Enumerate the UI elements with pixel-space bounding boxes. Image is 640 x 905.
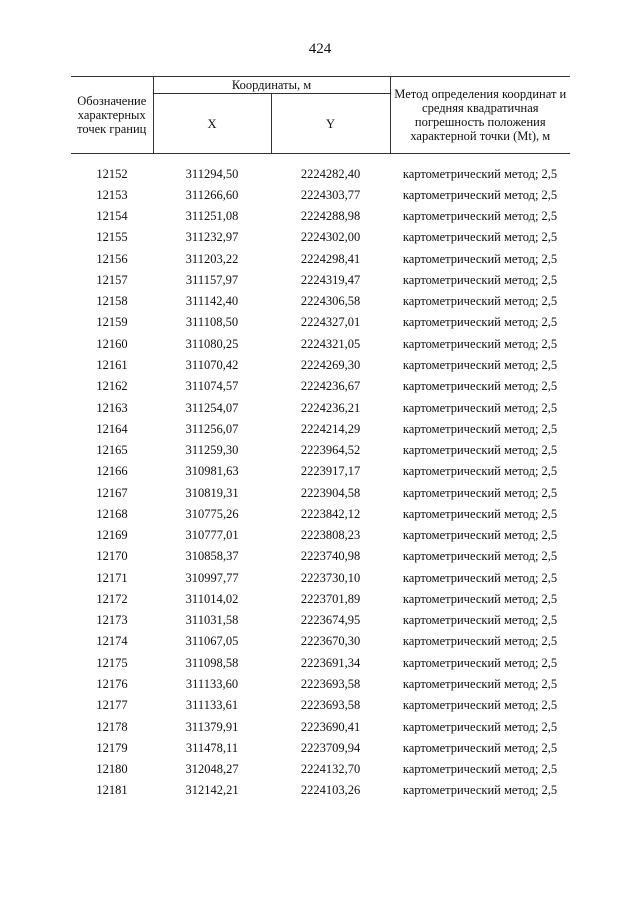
cell-y: 2223693,58 — [300, 698, 361, 713]
cell-y: 2223917,17 — [300, 464, 361, 479]
cell-y: 2224288,98 — [300, 209, 361, 224]
table-row — [71, 333, 570, 354]
cell-point: 12172 — [96, 591, 128, 606]
cell-x: 311266,60 — [185, 187, 239, 202]
table-row — [71, 716, 570, 737]
cell-method: картометрический метод; 2,5 — [402, 570, 558, 585]
cell-x: 311232,97 — [185, 230, 239, 245]
header-point-designation: Обозначение характерных точек границ — [71, 77, 153, 154]
header-x: X — [153, 94, 271, 154]
cell-method: картометрический метод; 2,5 — [402, 464, 558, 479]
cell-x: 311098,58 — [185, 655, 239, 670]
cell-method: картометрический метод; 2,5 — [402, 230, 558, 245]
cell-x: 311031,58 — [185, 613, 239, 628]
cell-method: картометрический метод; 2,5 — [402, 740, 558, 755]
table-body — [71, 154, 570, 801]
cell-x: 310775,26 — [185, 506, 239, 521]
cell-x: 311254,07 — [185, 400, 239, 415]
cell-point: 12163 — [96, 400, 128, 415]
cell-y: 2223691,34 — [300, 655, 361, 670]
cell-method: картометрический метод; 2,5 — [402, 783, 558, 798]
header-spacer — [71, 154, 570, 164]
table-row — [71, 291, 570, 312]
table-row — [71, 418, 570, 439]
cell-x: 311133,60 — [185, 677, 239, 691]
cell-method: картометрический метод; 2,5 — [402, 379, 558, 394]
table-row — [71, 439, 570, 460]
cell-point: 12177 — [96, 698, 128, 713]
cell-point: 12152 — [96, 166, 128, 181]
cell-method: картометрический метод; 2,5 — [402, 187, 558, 202]
cell-x: 311074,57 — [185, 379, 239, 394]
cell-method: картометрический метод; 2,5 — [402, 698, 558, 713]
cell-y: 2224327,01 — [300, 315, 361, 330]
cell-y: 2223670,30 — [300, 634, 361, 649]
coordinates-table — [71, 76, 570, 801]
cell-point: 12160 — [96, 336, 128, 351]
cell-point: 12161 — [96, 358, 128, 373]
cell-x: 311108,50 — [185, 315, 239, 330]
cell-x: 311259,30 — [185, 443, 239, 458]
cell-y: 2223709,94 — [300, 740, 361, 755]
cell-y: 2224214,29 — [300, 421, 361, 436]
header-method: Метод определения координат и средняя квадратичная погрешность положения характерной точки (Mt), м — [390, 77, 570, 154]
cell-point: 12171 — [96, 570, 128, 585]
cell-x: 311142,40 — [185, 294, 239, 309]
cell-point: 12181 — [96, 783, 128, 798]
cell-x: 311070,42 — [185, 358, 239, 373]
cell-point: 12175 — [96, 655, 128, 670]
cell-point: 12159 — [96, 315, 128, 330]
table-header — [71, 77, 570, 154]
header-y: Y — [271, 94, 390, 154]
cell-method: картометрический метод; 2,5 — [402, 315, 558, 330]
table-row — [71, 673, 570, 694]
cell-point: 12162 — [96, 379, 128, 394]
table-row — [71, 397, 570, 418]
cell-method: картометрический метод; 2,5 — [402, 677, 558, 691]
cell-y: 2223674,95 — [300, 613, 361, 628]
cell-x: 311067,05 — [185, 634, 239, 649]
cell-point: 12178 — [96, 719, 128, 734]
cell-method: картометрический метод; 2,5 — [402, 549, 558, 564]
table-row — [71, 269, 570, 290]
cell-x: 311203,22 — [185, 251, 239, 266]
cell-method: картометрический метод; 2,5 — [402, 421, 558, 436]
table-row — [71, 652, 570, 673]
cell-y: 2224319,47 — [300, 272, 361, 287]
cell-y: 2224302,00 — [300, 230, 361, 245]
cell-point: 12173 — [96, 613, 128, 628]
cell-method: картометрический метод; 2,5 — [402, 166, 558, 181]
table-row — [71, 631, 570, 652]
page-number: 424 — [308, 41, 332, 57]
table-row — [71, 546, 570, 567]
cell-point: 12156 — [96, 251, 128, 266]
cell-y: 2223730,10 — [300, 570, 361, 585]
cell-x: 311133,61 — [185, 698, 239, 713]
cell-y: 2224269,30 — [300, 358, 361, 373]
table-row — [71, 461, 570, 482]
table-row — [71, 758, 570, 779]
table-row — [71, 376, 570, 397]
cell-y: 2224236,21 — [300, 400, 361, 415]
cell-point: 12157 — [96, 272, 128, 287]
cell-method: картометрический метод; 2,5 — [402, 336, 558, 351]
cell-x: 311294,50 — [185, 166, 239, 181]
cell-method: картометрический метод; 2,5 — [402, 591, 558, 606]
header-coordinates: Координаты, м — [153, 77, 390, 94]
cell-point: 12176 — [96, 677, 128, 691]
cell-y: 2223904,58 — [300, 485, 361, 500]
cell-method: картометрический метод; 2,5 — [402, 294, 558, 309]
table-row — [71, 525, 570, 546]
cell-point: 12180 — [96, 762, 128, 777]
cell-method: картометрический метод; 2,5 — [402, 272, 558, 287]
cell-method: картометрический метод; 2,5 — [402, 506, 558, 521]
cell-x: 311014,02 — [185, 591, 239, 606]
cell-x: 311379,91 — [185, 719, 239, 734]
cell-method: картометрический метод; 2,5 — [402, 485, 558, 500]
table-row — [71, 227, 570, 248]
table-row — [71, 312, 570, 333]
cell-x: 311157,97 — [185, 272, 239, 287]
cell-point: 12168 — [96, 506, 128, 521]
table-row — [71, 184, 570, 205]
cell-y: 2223693,58 — [300, 677, 361, 691]
cell-y: 2224282,40 — [300, 166, 361, 181]
cell-x: 311251,08 — [185, 209, 239, 224]
cell-method: картометрический метод; 2,5 — [402, 251, 558, 266]
cell-method: картометрический метод; 2,5 — [402, 400, 558, 415]
table-row — [71, 248, 570, 269]
cell-method: картометрический метод; 2,5 — [402, 613, 558, 628]
table-row — [71, 206, 570, 227]
cell-y: 2224103,26 — [300, 783, 361, 798]
cell-y: 2223964,52 — [300, 443, 361, 458]
cell-x: 311256,07 — [185, 421, 239, 436]
cell-y: 2223808,23 — [300, 528, 361, 543]
cell-y: 2223740,98 — [300, 549, 361, 564]
cell-method: картометрический метод; 2,5 — [402, 655, 558, 670]
cell-x: 311478,11 — [185, 740, 239, 755]
cell-y: 2224298,41 — [300, 251, 361, 266]
table-row — [71, 163, 570, 184]
cell-x: 311080,25 — [185, 336, 239, 351]
cell-y: 2223690,41 — [300, 719, 361, 734]
cell-method: картометрический метод; 2,5 — [402, 634, 558, 649]
cell-method: картометрический метод; 2,5 — [402, 358, 558, 373]
cell-point: 12170 — [96, 549, 128, 564]
cell-method: картометрический метод; 2,5 — [402, 719, 558, 734]
table-row — [71, 695, 570, 716]
cell-x: 310981,63 — [185, 464, 239, 479]
cell-x: 310858,37 — [185, 549, 239, 564]
table-row — [71, 737, 570, 758]
cell-x: 312142,21 — [185, 783, 239, 798]
cell-x: 312048,27 — [185, 762, 239, 777]
cell-point: 12169 — [96, 528, 128, 543]
cell-point: 12155 — [96, 230, 128, 245]
cell-method: картометрический метод; 2,5 — [402, 762, 558, 777]
table-row — [71, 588, 570, 609]
cell-y: 2223842,12 — [300, 506, 361, 521]
cell-method: картометрический метод; 2,5 — [402, 443, 558, 458]
cell-point: 12164 — [96, 421, 128, 436]
table-row — [71, 503, 570, 524]
cell-y: 2224236,67 — [300, 379, 361, 394]
cell-y: 2224303,77 — [300, 187, 361, 202]
table-row — [71, 780, 570, 801]
cell-x: 310819,31 — [185, 485, 239, 500]
cell-y: 2224321,05 — [300, 336, 361, 351]
cell-point: 12158 — [96, 294, 128, 309]
cell-point: 12174 — [96, 634, 128, 649]
table-row — [71, 610, 570, 631]
cell-y: 2224132,70 — [300, 762, 361, 777]
cell-point: 12167 — [96, 485, 128, 500]
cell-point: 12153 — [96, 187, 128, 202]
cell-y: 2224306,58 — [300, 294, 361, 309]
table-row — [71, 482, 570, 503]
table-row — [71, 567, 570, 588]
cell-x: 310777,01 — [185, 528, 239, 543]
cell-x: 310997,77 — [185, 570, 239, 585]
cell-point: 12179 — [96, 740, 128, 755]
cell-method: картометрический метод; 2,5 — [402, 209, 558, 224]
cell-y: 2223701,89 — [300, 591, 361, 606]
cell-point: 12166 — [96, 464, 128, 479]
cell-method: картометрический метод; 2,5 — [402, 528, 558, 543]
table-row — [71, 354, 570, 375]
cell-point: 12154 — [96, 209, 128, 224]
cell-point: 12165 — [96, 443, 128, 458]
